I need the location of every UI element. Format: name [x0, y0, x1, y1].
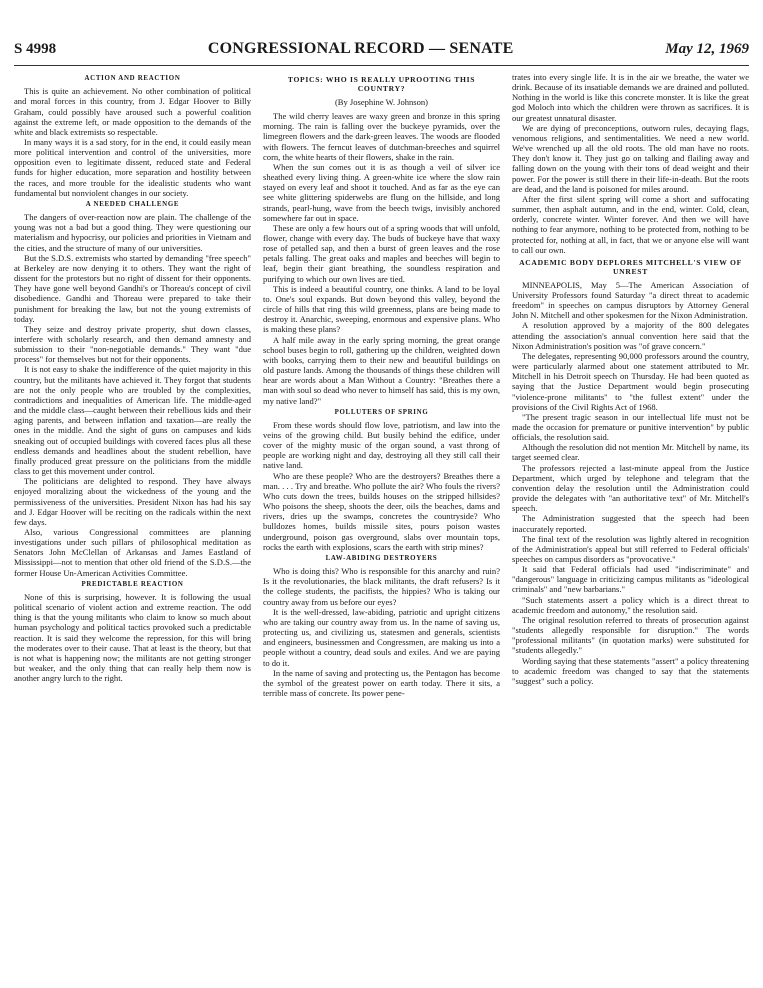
- paragraph: Also, various Congressional committees are planning investigations under such pillars of philosophical meditation as Senators John McClellan of Arkansas and James Eastland of Mississippi—not to mention that other old friend of the S.D.S.—the former House Un-American Activities Committee.: [14, 526, 251, 578]
- section-heading: ACTION AND REACTION: [84, 75, 181, 82]
- paragraph: The wild cherry leaves are waxy green and bronze in this spring morning. The rain is falling over the buckeye pyramids, over the limegreen flowers and the dark-green leaves. The woods are flooded with flowers. The ferncut leaves of dutchman-breeches and squirrel corn, the white hearts of their flowers, shake in the rain.: [263, 111, 500, 162]
- paragraph: Who are these people? Who are the destroyers? Breathes there a man. . . . Try and breathe. Who pollute the air? Who fouls the rivers? Who cuts down the trees, builds houses on the stripped hillsides? Who poisons the sheep, shoots the deer, oils the beaches, dams and rivers, dries up the swamps, concretes the countryside? Who bulldozes homes, builds missile sites, pours poison wastes underground, poison gas overground, slabs over mountain tops, rocks the earth with explosions, scars the earth with strip mines?: [263, 470, 500, 552]
- paragraph: These are only a few hours out of a spring woods that will unfold, flower, change with every day. The buds of buckeye have that waxy rose of petalled sap, and then a burst of green leaves and the rose petals falling. The great oaks and maples and beeches will begin to leaf, begin their giant breathing, the soundless respiration and purifying to which our own lives are tied.: [263, 222, 500, 284]
- column-left: [14, 72, 251, 982]
- section-heading: A NEEDED CHALLENGE: [85, 200, 180, 208]
- column-right: [512, 72, 749, 982]
- journal-title: CONGRESSIONAL RECORD — SENATE: [207, 40, 514, 57]
- paragraph: In many ways it is a sad story, for in the end, it could easily mean more political intervention and control of the universities, more opposition even to legitimate dissent, reduced state and Federal funds for higher education, more separation and hostility between the races, and more trouble for the idealistic students who want fundamental but nonviolent changes in our society.: [14, 136, 251, 198]
- paragraph: The dangers of over-reaction now are plain. The challenge of the young was not a bad but a good thing. They were questioning our materialism and hypocrisy, our policies and priorities in Vietnam and the cities, and the structure of many of our universities.: [14, 212, 251, 253]
- paragraph: trates into every single life. It is in the air we breathe, the water we drink. Because of its insatiable demands we are drained and polluted. Nothing in the world is like this concrete monster. It is like the great god Moloch into which the children were thrown as sacrifices. It is our greatest unnatural disaster.: [512, 72, 749, 123]
- paragraph: It is not easy to shake the indifference of the quiet majority in this country, but the militants have achieved it. They forgot that students are not the only people who are troubled by the complexities, contradictions and inequalities of American life. The middle-aged and the middle class—caught between their rebellious kids and their aging parents, and between inflation and taxation—are really the ones in the middle. And the sight of guns on campuses and kids sneaking out of occupied buildings with covered faces plus all these endless demands and headlines about the student rebellion, have finally produced great pressure on the politicians from the middle class to get this movement under control.: [14, 364, 251, 477]
- paragraph: The delegates, representing 90,000 professors around the country, were particularly alarmed about one statement attributed to Mr. Mitchell in his Detroit speech on Thursday. He had been quoted as saying that the Justice Department would begin prosecuting "violence-prone militants" to "the fullest extent" under the provisions of the Civil Rights Act of 1968.: [512, 350, 749, 412]
- section-heading: ACADEMIC BODY DEPLORES MITCHELL'S VIEW OF UNREST: [519, 257, 742, 277]
- paragraph: A half mile away in the early spring morning, the great orange school buses begin to roll, gathering up the children, weighted down with books, carrying them to their new and beautiful buildings on old pasture lands. Among the thousands of things these children will hear are words about a Man Without a Country: "Breathes there a man with soul so dead who never to himself has said, this is my own, my native land?": [263, 334, 500, 406]
- section-heading: TOPICS: WHO IS REALLY UPROOTING THIS COUNTRY?: [287, 75, 476, 94]
- paragraph: "The present tragic season in our intellectual life must not be made the occasion for premature or punitive intervention" by public officials, the resolution said.: [512, 411, 749, 443]
- paragraph: It is the well-dressed, law-abiding, patriotic and upright citizens who are taking our country away from us. In the name of saving us, protecting us, and civilizing us, statesmen and generals, scientists and engineers, businessmen and Congressmen, are making us into a people without a country, dead souls and exiles. And we are paying to do it.: [263, 606, 500, 668]
- paragraph: But the S.D.S. extremists who started by demanding "free speech" at Berkeley are now denying it to others. They want the right of dissent for the protestors but no right of dissent for their opponents. They have gone well beyond Gandhi's or Thoreau's concept of civil disobedience. Gandhi and Thoreau were prepared to take their punishment for breaking the law, but not the young extremists of today.: [14, 252, 251, 324]
- section-heading: LAW-ABIDING DESTROYERS: [325, 554, 438, 562]
- paragraph: The professors rejected a last-minute appeal from the Justice Department, which urged by telephone and telegram that the convention delay the resolution until the Administration could provide the delegates with "an authoritative text" of Mr. Mitchell's speech.: [512, 462, 749, 514]
- byline: (By Josephine W. Johnson): [334, 96, 429, 107]
- paragraph: After the first silent spring will come a short and suffocating summer, then asphalt autumn, and in the end, winter. Cold, clean, orderly, concrete winter. Winter forever. And then we will have nothing to fear anymore, nothing to be protected from, nothing to be protected for, nothing at all, in fact, that we or anyone else will want to call our own.: [512, 193, 749, 255]
- paragraph: From these words should flow love, patriotism, and law into the veins of the growing child. But busily behind the edifice, under cover of the mighty music of the organ sound, a vast throng of people are working night and day, destroying all they still call their native land.: [263, 419, 500, 471]
- column-middle: [263, 72, 500, 982]
- paragraph: We are dying of preconceptions, outworn rules, decaying flags, venomous religions, and sentimentalities. We need a new world. We've wrenched up all the old roots. The old man have no roots. They don't know it. They just go on talking and flailing away and falling down on the young with their tons of dead weight and their power. For the power is still there in their life-in-death. But the roots are dead, and the land is poisoned for miles around.: [512, 122, 749, 194]
- section-heading: PREDICTABLE REACTION: [81, 580, 184, 588]
- paragraph: "Such statements assert a policy which is a direct threat to academic freedom and autonomy," the resolution said.: [512, 594, 749, 615]
- paragraph: The final text of the resolution was lightly altered in recognition of the Administration's appeal but still referred to Federal officials' speeches on campus disorders as "provocative.": [512, 533, 749, 564]
- text-columns: [14, 72, 749, 982]
- paragraph: This is quite an achievement. No other combination of political and moral forces in this country, from J. Edgar Hoover to Billy Graham, could possibly have aroused such a powerful coalition against the extreme left, or made opposition to the demands of the white and black extremists so respectable.: [14, 86, 251, 137]
- paragraph: They seize and destroy private property, shut down classes, interfere with scholarly research, and then demand amnesty and submission to their "non-negotiable demands." They want "due process" for themselves but not for their opponents.: [14, 323, 251, 365]
- page-number: S 4998: [14, 41, 57, 57]
- paragraph: When the sun comes out it is as though a veil of silver ice sheathed every living thing. A green-white ice where the slow rain stayed on every leaf and shoot it touched. And as far as the eye can see white glittering spiderwebs are flung on the hillside, and long strands, pearl-hung, wave from the beech twigs, invisibly anchored somewhere far out in space.: [263, 161, 500, 223]
- section-heading: POLLUTERS OF SPRING: [334, 408, 429, 416]
- paragraph: The Administration suggested that the speech had been inaccurately reported.: [512, 513, 749, 534]
- page-header: [14, 40, 749, 66]
- paragraph: The original resolution referred to threats of prosecution against "students allegedly responsible for disruption." The words "professional militants" (in quotation marks) were substituted for "students allegedly.": [512, 614, 749, 656]
- paragraph: None of this is surprising, however. It is following the usual political scenario of violent action and extreme reaction. The odd thing is that the young militants who claim to know so much about human psychology and political tactics provoked such a predictable reaction. It is said they welcome the repression, for this will bring the moderates over to their cause. That at least is the theory, but that is not what is happening now; the militants are not getting stronger but weaker, and the only thing that can really help them now is another angry lurch to the right.: [14, 591, 251, 684]
- paragraph: Although the resolution did not mention Mr. Mitchell by name, its target seemed clear.: [512, 442, 749, 463]
- paragraph: A resolution approved by a majority of the 800 delegates attending the association's annual convention here said that the Nixon Administration's position was "of grave concern.": [512, 320, 749, 351]
- paragraph: Who is doing this? Who is responsible for this anarchy and ruin? Is it the revolutionaries, the black militants, the draft refusers? Is it the college students, the pacifists, the hippies? Who is taking our country away from us before our eyes?: [263, 566, 500, 607]
- paragraph: This is indeed a beautiful country, one thinks. A land to be loyal to. One's soul expands. But down beyond this valley, beyond the circle of hills that ring this wild greenness, plans are being made to destroy it. Anarchic, sweeping, enormous and expensive plans. Who is making these plans?: [263, 283, 500, 335]
- paragraph: The politicians are delighted to respond. They have always enjoyed moralizing about the wickedness of the young and the permissiveness of the universities. President Nixon has had his say and J. Edgar Hoover will be reciting on the radicals within the next few days.: [14, 476, 251, 527]
- paragraph: Wording saying that these statements "assert" a policy threatening to academic freedom was changed to say that the statements "suggest" such a policy.: [512, 655, 749, 686]
- paragraph: MINNEAPOLIS, May 5—The American Association of University Professors found Saturday "a direct threat to academic freedom" in speeches on campus disruptors by Attorney General John N. Mitchell and other spokesmen for the Nixon Administration.: [512, 279, 749, 321]
- issue-date: May 12, 1969: [665, 41, 749, 57]
- paragraph: In the name of saving and protecting us, the Pentagon has become the symbol of the greatest power on earth today. There it sits, a terrible mass of concrete. Its power pene-: [263, 667, 500, 698]
- paragraph: It said that Federal officials had used "indiscriminate" and "dangerous" language in criticizing campus militants as "ideological criminals" and "new barbarians.": [512, 564, 749, 595]
